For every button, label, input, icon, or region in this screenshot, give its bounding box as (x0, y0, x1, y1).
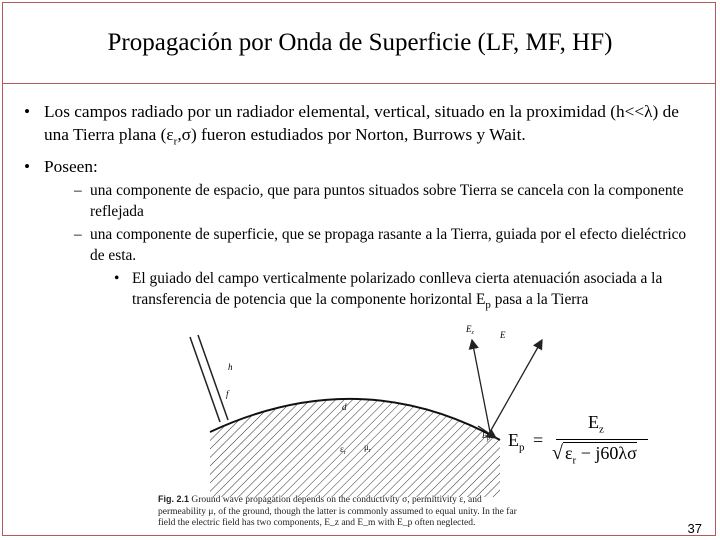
bullet-text: Los campos radiado por un radiador elemental, vertical, situado en la proximidad (h<<λ) de una Tierra plana $(\varepsilon_r,\sigma)$ fueron estudiados por Norton, Burrows y Wait. (44, 102, 679, 148)
sub-bullet-text: una componente de espacio, que para puntos situados sobre Tierra se cancela con la componente reflejada (90, 182, 684, 220)
antenna-line (190, 337, 220, 422)
sub-bullet-text: una componente de superficie, que se propaga rasante a la Tierra, guiada por el efecto dieléctrico de esta. (90, 226, 687, 264)
label-ep: $E_p$ (482, 431, 490, 442)
label-mu: $\mu_r$ (364, 442, 371, 454)
label-er: $\varepsilon_r$ (340, 444, 346, 456)
bullet-item (24, 155, 704, 178)
sub-sub-bullet-item (114, 268, 704, 316)
sub-bullet-marker: – (74, 182, 82, 200)
bullet-item (24, 100, 704, 153)
figure-caption: Fig. 2.1 Ground wave propagation depends on the conductivity σ, permittivity ε, and permeability μ, of the ground, though the latter is commonly assumed to equal unity. In the far field the electric field has two components, E_z and E_m with E_p often neglected. (158, 494, 517, 528)
label-h: h (228, 362, 233, 372)
page-number: 37 (687, 521, 702, 536)
label-d: d (342, 402, 347, 412)
bullet-marker: • (24, 102, 31, 121)
sub-bullet-marker: – (74, 226, 82, 244)
sub-bullet-item (74, 181, 704, 222)
slide-content (24, 100, 704, 317)
earth-surface (210, 399, 500, 497)
ez-arrow (472, 340, 490, 432)
sub-sub-bullet-text: El guiado del campo verticalmente polarizado conlleva cierta atenuación asociada a la transferencia de potencia que la componente horizontal $E_p$ pasa a la Tierra (132, 270, 663, 312)
bullet-marker: • (24, 157, 31, 177)
sub-bullet-item (74, 225, 704, 266)
label-ez: $E_z$ (466, 324, 474, 336)
slide-title: Propagación por Onda de Superficie (LF, MF, HF) (107, 29, 613, 56)
antenna-line (198, 335, 228, 420)
label-f: f (226, 389, 229, 399)
bullet-text: Poseen: (44, 157, 98, 177)
ep-formula: $E_p$ = $E_z$ √ $\varepsilon_r - j60\lambda\sigma$ (508, 412, 658, 472)
title-divider (2, 83, 716, 84)
label-e: E (500, 330, 506, 340)
sub-sub-bullet-marker: • (114, 270, 120, 288)
